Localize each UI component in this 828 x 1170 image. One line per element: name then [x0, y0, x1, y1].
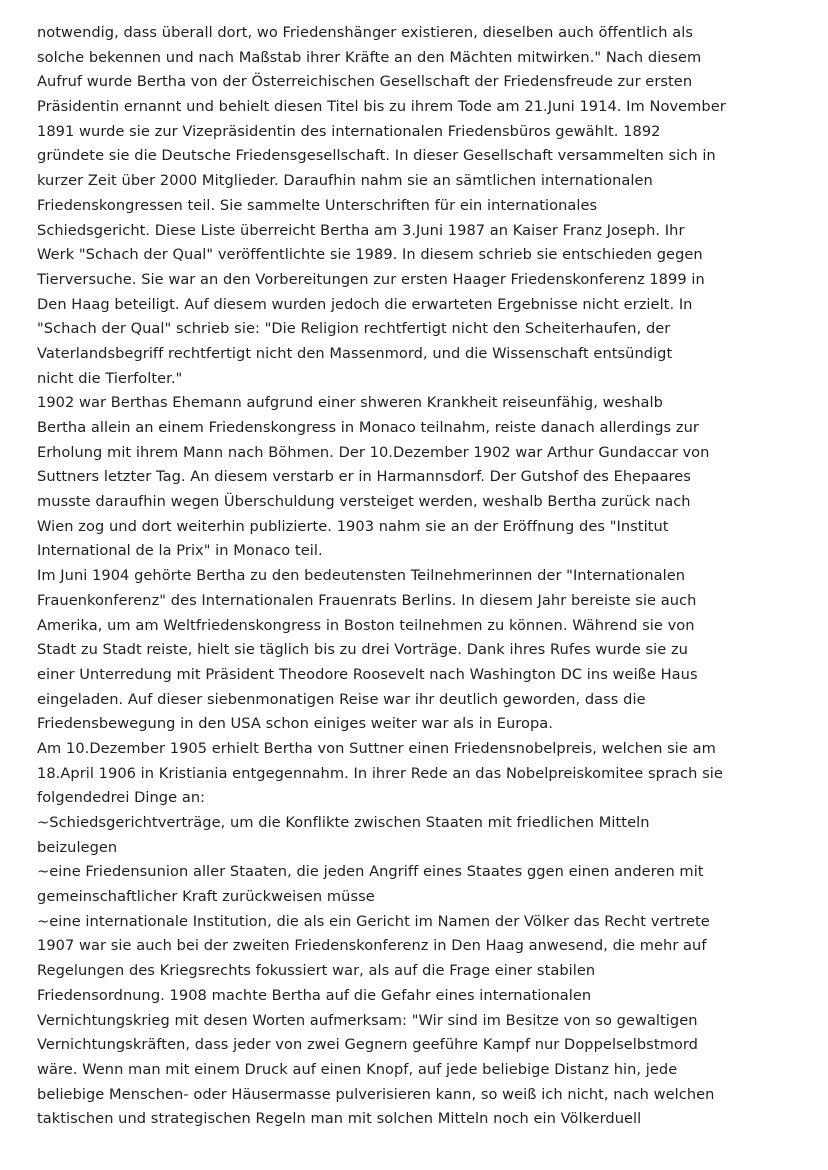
text-line: nicht die Tierfolter."	[37, 369, 183, 387]
text-line: Aufruf wurde Bertha von der Österreichischen Gesellschaft der Friedensfreude zur ersten	[37, 73, 693, 91]
text-line: 18.April 1906 in Kristiania entgegennahm. In ihrer Rede an das Nobelpreiskomitee sprach sie	[37, 764, 723, 782]
text-line: solche bekennen und nach Maßstab ihrer Kräfte an den Mächten mitwirken." Nach diesem	[37, 48, 702, 66]
text-line: wäre. Wenn man mit einem Druck auf einen Knopf, auf jede beliebige Distanz hin, jede	[37, 1060, 678, 1078]
text-line: "Schach der Qual" schrieb sie: "Die Religion rechtfertigt nicht den Scheiterhaufen, der	[37, 320, 671, 338]
text-line: gemeinschaftlicher Kraft zurückweisen müsse	[37, 888, 375, 906]
text-line: eingeladen. Auf dieser siebenmonatigen Reise war ihr deutlich geworden, dass die	[37, 690, 646, 708]
text-line: ~eine Friedensunion aller Staaten, die jeden Angriff eines Staates ggen einen anderen mit	[37, 863, 704, 881]
text-line: Den Haag beteiligt. Auf diesem wurden jedoch die erwarteten Ergebnisse nicht erzielt. In	[37, 295, 693, 313]
text-line: Wien zog und dort weiterhin publizierte. 1903 nahm sie an der Eröffnung des "Institut	[37, 517, 669, 535]
text-line: Friedensbewegung in den USA schon einiges weiter war als in Europa.	[37, 715, 553, 733]
text-line: Friedenskongressen teil. Sie sammelte Unterschriften für ein internationales	[37, 196, 598, 214]
text-line: Vernichtungskräften, dass jeder von zwei Gegnern geeführe Kampf nur Doppelselbstmord	[37, 1036, 698, 1054]
text-line: Frauenkonferenz" des Internationalen Frauenrats Berlins. In diesem Jahr bereiste sie auch	[37, 591, 697, 609]
text-line: Regelungen des Kriegsrechts fokussiert war, als auf die Frage einer stabilen	[37, 962, 596, 980]
text-line: 1902 war Berthas Ehemann aufgrund einer shweren Krankheit reiseunfähig, weshalb	[37, 394, 663, 412]
text-line: Im Juni 1904 gehörte Bertha zu den bedeutensten Teilnehmerinnen der "Internationalen	[37, 567, 686, 585]
text-line: folgendedrei Dinge an:	[37, 789, 206, 807]
text-line: International de la Prix" in Monaco teil.	[37, 542, 323, 560]
text-line: kurzer Zeit über 2000 Mitglieder. Daraufhin nahm sie an sämtlichen internationalen	[37, 172, 653, 190]
text-line: ~eine internationale Institution, die als ein Gericht im Namen der Völker das Recht vertrete	[37, 912, 710, 930]
handwritten-text-body	[37, 21, 807, 1132]
text-line: Tierversuche. Sie war an den Vorbereitungen zur ersten Haager Friedenskonferenz 1899 in	[37, 270, 705, 288]
text-line: Werk "Schach der Qual" veröffentlichte sie 1989. In diesem schrieb sie entschieden gegen	[37, 246, 703, 264]
text-line: musste daraufhin wegen Überschuldung versteiget werden, weshalb Bertha zurück nach	[37, 493, 691, 511]
text-line: Friedensordnung. 1908 machte Bertha auf die Gefahr eines internationalen	[37, 986, 592, 1004]
text-line: beliebige Menschen- oder Häusermasse pulverisieren kann, so weiß ich nicht, nach welchen	[37, 1085, 715, 1103]
text-line: taktischen und strategischen Regeln man mit solchen Mitteln noch ein Völkerduell	[37, 1110, 642, 1128]
text-line: beizulegen	[37, 838, 118, 856]
text-line: einer Unterredung mit Präsident Theodore Roosevelt nach Washington DC ins weiße Haus	[37, 665, 698, 683]
text-line: ~Schiedsgerichtverträge, um die Konflikte zwischen Staaten mit friedlichen Mitteln	[37, 814, 650, 831]
text-line: 1891 wurde sie zur Vizepräsidentin des internationalen Friedensbüros gewählt. 1892	[37, 122, 661, 140]
text-line: Amerika, um am Weltfriedenskongress in Boston teilnehmen zu können. Während sie von	[37, 616, 695, 634]
text-line: Stadt zu Stadt reiste, hielt sie täglich bis zu drei Vorträge. Dank ihres Rufes wurde sie zu	[37, 641, 688, 659]
text-line: Am 10.Dezember 1905 erhielt Bertha von Suttner einen Friedensnobelpreis, welchen sie am	[37, 739, 716, 757]
text-line: Erholung mit ihrem Mann nach Böhmen. Der 10.Dezember 1902 war Arthur Gundaccar von	[37, 443, 710, 461]
text-line: Schiedsgericht. Diese Liste überreicht Bertha am 3.Juni 1987 an Kaiser Franz Joseph. Ihr	[37, 221, 685, 239]
text-line: Bertha allein an einem Friedenskongress in Monaco teilnahm, reiste danach allerdings zur	[37, 419, 699, 436]
text-line: notwendig, dass überall dort, wo Friedenshänger existieren, dieselben auch öffentlich als	[37, 24, 693, 41]
text-line: 1907 war sie auch bei der zweiten Friedenskonferenz in Den Haag anwesend, die mehr auf	[37, 937, 707, 955]
text-line: Präsidentin ernannt und behielt diesen Titel bis zu ihrem Tode am 21.Juni 1914. Im November	[37, 98, 726, 116]
text-line: Vaterlandsbegriff rechtfertigt nicht den Massenmord, und die Wissenschaft entsündigt	[37, 344, 673, 362]
text-line: Suttners letzter Tag. An diesem verstarb er in Harmannsdorf. Der Gutshof des Ehepaares	[37, 468, 691, 486]
text-line: Vernichtungskrieg mit desen Worten aufmerksam: "Wir sind im Besitze von so gewaltigen	[37, 1011, 698, 1029]
text-line: gründete sie die Deutsche Friedensgesellschaft. In dieser Gesellschaft versammelten sich in	[37, 147, 716, 165]
